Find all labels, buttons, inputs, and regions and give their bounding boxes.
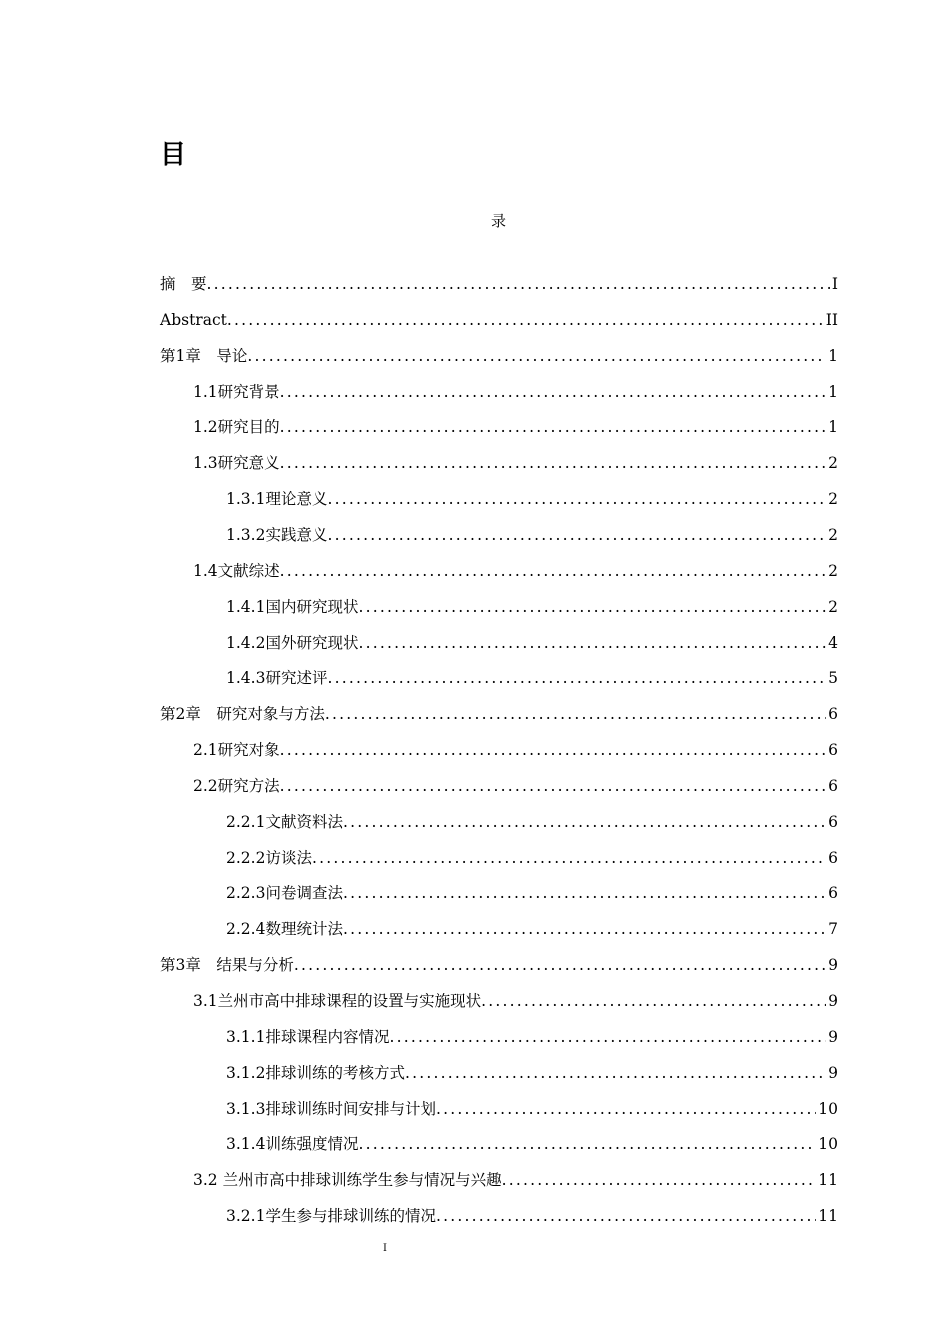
toc-entry-row: [226, 1062, 838, 1084]
toc-entry-row: [193, 775, 838, 797]
toc-entry-row: [226, 1026, 838, 1048]
toc-entry-row: [160, 703, 838, 725]
toc-entry-page: 6: [828, 884, 838, 903]
toc-entry-label: 摘 要: [160, 275, 207, 293]
toc-leader-dots: [280, 381, 826, 403]
toc-entry[interactable]: [0, 1133, 950, 1155]
toc-entry[interactable]: [0, 811, 950, 833]
toc-entry-page: 2: [828, 454, 838, 473]
toc-entry-page: 6: [828, 705, 838, 724]
toc-entry-row: [160, 954, 838, 976]
toc-entry-label: 1.3研究意义: [193, 454, 280, 473]
toc-entry-row: [193, 990, 838, 1012]
toc-entry[interactable]: [0, 1062, 950, 1084]
toc-entry[interactable]: [0, 703, 950, 725]
toc-entry-page: 9: [828, 1027, 838, 1046]
toc-entry-label: 1.3.1理论意义: [226, 490, 328, 509]
toc-entry-label: 2.2.3问卷调查法: [226, 884, 343, 903]
toc-leader-dots: [481, 990, 826, 1012]
toc-entry[interactable]: [0, 954, 950, 976]
toc-entry-row: [193, 1169, 838, 1191]
toc-entry[interactable]: [0, 309, 950, 331]
toc-entry-page: 9: [828, 956, 838, 975]
toc-entry-page: 11: [818, 1207, 838, 1226]
toc-entry-label: 3.2.1学生参与排球训练的情况: [226, 1207, 436, 1226]
toc-entry[interactable]: [0, 918, 950, 940]
toc-entry-page: 6: [828, 741, 838, 760]
toc-entry-row: [226, 1133, 838, 1155]
toc-entry-page: 2: [828, 525, 838, 544]
toc-entry-label: 2.2.2访谈法: [226, 848, 312, 867]
toc-entry-label: 第1章 导论: [160, 346, 248, 365]
toc-entry[interactable]: [0, 345, 950, 367]
footer-page-number: I: [383, 1243, 387, 1254]
toc-leader-dots: [405, 1062, 826, 1084]
toc-entry[interactable]: [0, 273, 950, 295]
toc-leader-dots: [294, 954, 826, 976]
toc-entry[interactable]: [0, 560, 950, 582]
toc-entry-label: 1.4.1国内研究现状: [226, 597, 359, 616]
toc-leader-dots: [343, 811, 826, 833]
toc-leader-dots: [312, 847, 826, 869]
toc-leader-dots: [502, 1169, 817, 1191]
toc-entry-page: 6: [828, 776, 838, 795]
toc-entry[interactable]: [0, 847, 950, 869]
toc-entry-page: I: [831, 275, 838, 293]
toc-entry-page: 2: [828, 597, 838, 616]
toc-entry-page: II: [825, 310, 838, 329]
toc-leader-dots: [343, 918, 826, 940]
toc-entry-page: 1: [828, 346, 838, 365]
toc-entry-label: 3.1.1排球课程内容情况: [226, 1027, 390, 1046]
toc-entry-label: 第2章 研究对象与方法: [160, 705, 325, 724]
toc-entry-row: [226, 488, 838, 510]
toc-entry-row: [226, 524, 838, 546]
toc-entry-label: Abstract: [160, 310, 227, 329]
toc-entry-row: [160, 345, 838, 367]
toc-leader-dots: [327, 524, 826, 546]
toc-leader-dots: [325, 703, 826, 725]
toc-entry[interactable]: [0, 667, 950, 689]
toc-entry-page: 7: [828, 920, 838, 939]
toc-leader-dots: [280, 452, 826, 474]
toc-entry-label: 1.4.3研究述评: [226, 669, 328, 688]
toc-entry-label: 2.1研究对象: [193, 741, 280, 760]
toc-entry-label: 1.4文献综述: [193, 561, 280, 580]
toc-entry[interactable]: [0, 882, 950, 904]
toc-leader-dots: [389, 1026, 826, 1048]
toc-entry-label: 第3章 结果与分析: [160, 956, 294, 975]
toc-entry-page: 1: [828, 382, 838, 401]
toc-entry[interactable]: [0, 990, 950, 1012]
toc-entry-page: 5: [828, 669, 838, 688]
toc-entry-row: [226, 811, 838, 833]
toc-leader-dots: [280, 416, 826, 438]
toc-entry[interactable]: [0, 1169, 950, 1191]
toc-entry-page: 9: [828, 992, 838, 1010]
toc-entry[interactable]: [0, 452, 950, 474]
toc-entry-row: [226, 1098, 838, 1120]
toc-entry-row: [226, 1205, 838, 1227]
toc-title-second-char: 录: [490, 212, 506, 230]
toc-entry-page: 6: [828, 848, 838, 867]
toc-entry-row: [226, 847, 838, 869]
toc-leader-dots: [436, 1205, 816, 1227]
toc-entry-page: 11: [818, 1171, 838, 1190]
toc-entry-label: 3.1.4训练强度情况: [226, 1135, 359, 1154]
toc-entry-row: [193, 416, 838, 438]
toc-entry-row: [226, 632, 838, 654]
toc-entry[interactable]: [0, 632, 950, 654]
toc-entry-page: 2: [828, 561, 838, 580]
toc-entry-page: 1: [828, 418, 838, 437]
toc-entry-label: 3.1兰州市高中排球课程的设置与实施现状: [193, 992, 482, 1010]
toc-entry-row: [226, 882, 838, 904]
toc-entry-label: 1.2研究目的: [193, 418, 280, 437]
toc-entry-page: 10: [818, 1135, 838, 1154]
toc-leader-dots: [358, 632, 826, 654]
toc-entry-label: 2.2.4数理统计法: [226, 920, 343, 939]
toc-entry-row: [193, 560, 838, 582]
toc-entry-page: 9: [828, 1063, 838, 1082]
toc-entry-label: 2.2.1文献资料法: [226, 812, 343, 831]
toc-entry-row: [160, 309, 838, 331]
toc-entry-row: [193, 739, 838, 761]
toc-leader-dots: [280, 739, 826, 761]
toc-entry-page: 4: [828, 633, 838, 652]
toc-entry[interactable]: [0, 1098, 950, 1120]
toc-leader-dots: [358, 596, 826, 618]
toc-entry[interactable]: [0, 775, 950, 797]
toc-entry-label: 1.1研究背景: [193, 382, 280, 401]
toc-entry[interactable]: [0, 416, 950, 438]
toc-entry-label: 3.1.2排球训练的考核方式: [226, 1063, 405, 1082]
toc-title-first-char: 目: [160, 140, 187, 170]
toc-leader-dots: [227, 309, 824, 331]
toc-leader-dots: [207, 273, 830, 295]
toc-entry-row: [226, 667, 838, 689]
toc-entry-page: 2: [828, 490, 838, 509]
toc-entry[interactable]: [0, 596, 950, 618]
toc-leader-dots: [280, 775, 826, 797]
toc-entry-page: 10: [818, 1099, 838, 1118]
toc-entry-row: [226, 596, 838, 618]
toc-entry-label: 1.3.2实践意义: [226, 525, 328, 544]
toc-entry-page: 6: [828, 812, 838, 831]
toc-entry-row: [160, 273, 838, 295]
toc-entry[interactable]: [0, 1205, 950, 1227]
toc-entry-label: 3.2 兰州市高中排球训练学生参与情况与兴趣: [193, 1171, 502, 1190]
toc-leader-dots: [436, 1098, 816, 1120]
toc-entry-label: 3.1.3排球训练时间安排与计划: [226, 1099, 436, 1118]
toc-leader-dots: [358, 1133, 816, 1155]
toc-leader-dots: [280, 560, 826, 582]
toc-entry[interactable]: [0, 488, 950, 510]
toc-entry-label: 1.4.2国外研究现状: [226, 633, 359, 652]
toc-entry[interactable]: [0, 739, 950, 761]
toc-entry-label: 2.2研究方法: [193, 776, 280, 795]
toc-entry-row: [193, 452, 838, 474]
toc-leader-dots: [247, 345, 826, 367]
toc-entry-row: [226, 918, 838, 940]
toc-leader-dots: [327, 488, 826, 510]
toc-entry[interactable]: [0, 381, 950, 403]
toc-entry[interactable]: [0, 524, 950, 546]
toc-entry-row: [193, 381, 838, 403]
toc-leader-dots: [343, 882, 826, 904]
toc-entry[interactable]: [0, 1026, 950, 1048]
toc-leader-dots: [327, 667, 826, 689]
